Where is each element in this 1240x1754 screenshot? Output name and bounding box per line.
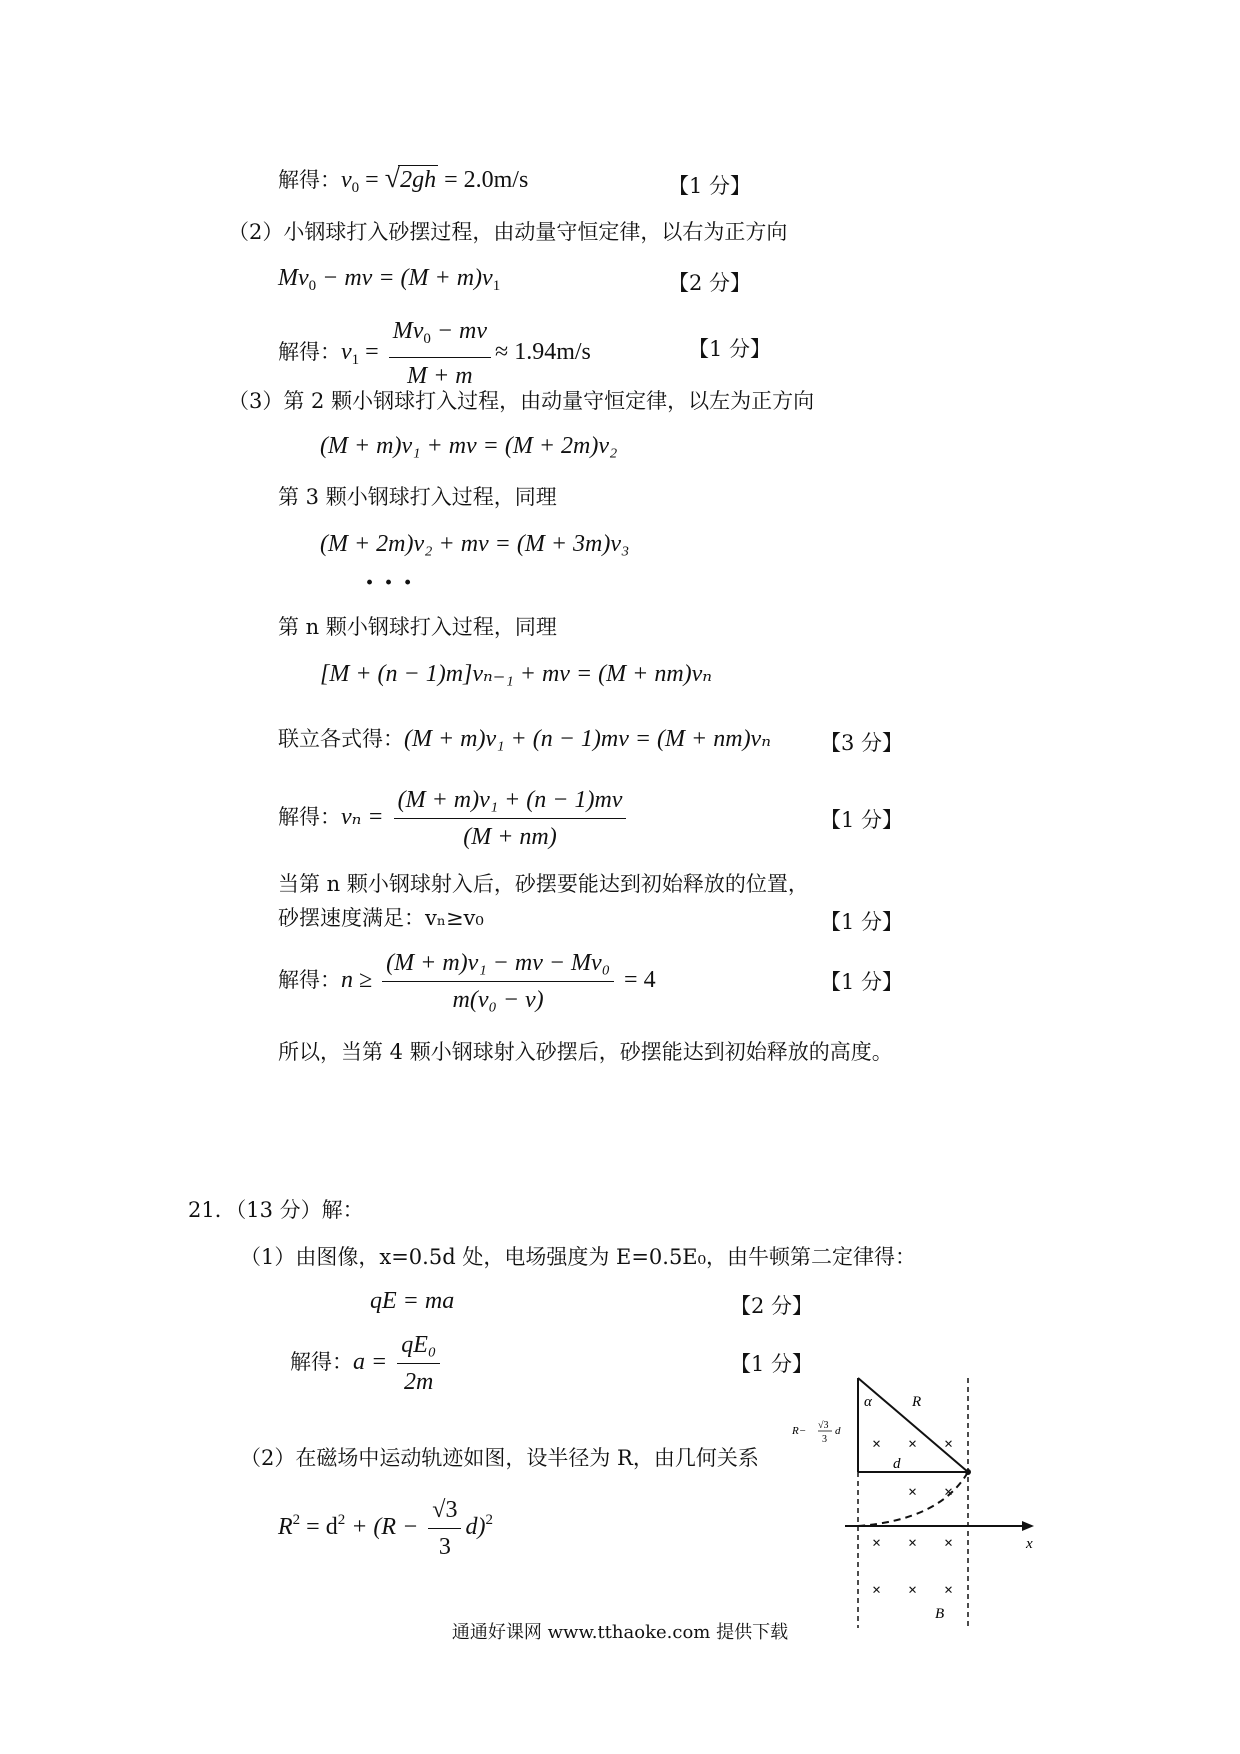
term: − mv = (M + m)v xyxy=(316,265,493,291)
triangle-hypotenuse xyxy=(858,1378,968,1472)
part3-heading: （3）第 2 颗小钢球打入过程，由动量守恒定律，以左为正方向 xyxy=(228,389,815,413)
field-label-B: B xyxy=(935,1606,945,1622)
x-axis-label: x xyxy=(1026,1536,1033,1552)
result: = 4 xyxy=(618,967,656,994)
denominator: 2m xyxy=(404,1369,434,1395)
exit-point xyxy=(965,1469,971,1475)
newton-equation: qE = ma xyxy=(370,1288,455,1314)
result: = 2.0m/s xyxy=(438,167,529,193)
side-label: R− xyxy=(792,1425,807,1437)
lhs: vₙ = xyxy=(341,804,390,831)
score-badge: 【1 分】 xyxy=(820,808,904,832)
numerator: (M + m)v₁ + (n − 1)mv xyxy=(394,785,627,819)
solve-line-v1 xyxy=(278,316,591,391)
term: Mv xyxy=(278,265,309,291)
var-v: v xyxy=(341,167,352,193)
solve-label: 解得： xyxy=(278,168,341,192)
numerator: qE₀ xyxy=(397,1330,440,1364)
solve-label: 解得： xyxy=(278,340,341,365)
side-label-d: d xyxy=(835,1425,841,1437)
side-label-numerator: √3 xyxy=(818,1420,829,1431)
var-v: v xyxy=(341,339,352,366)
solve-line-vn xyxy=(278,785,630,852)
numerator: − mv xyxy=(430,318,488,344)
magnetic-field-diagram xyxy=(790,1370,1050,1640)
part2-heading: （2）小钢球打入砂摆过程，由动量守恒定律，以右为正方向 xyxy=(228,220,788,244)
term: d) xyxy=(465,1514,486,1540)
score-badge: 【1 分】 xyxy=(820,910,904,934)
lhs: a = xyxy=(353,1349,394,1376)
score-badge: 【1 分】 xyxy=(668,174,752,198)
q21-heading: 21．（13 分）解： xyxy=(188,1198,364,1222)
conclusion: 所以，当第 4 颗小钢球射入砂摆后，砂摆能达到初始释放的高度。 xyxy=(278,1040,893,1064)
subscript: 0 xyxy=(308,278,317,294)
sqrt-icon: √ xyxy=(384,163,401,194)
solve-label: 解得： xyxy=(290,1350,353,1375)
field-cross-icon: × xyxy=(908,1436,918,1453)
geometry-equation xyxy=(278,1490,493,1562)
solve-label: 解得： xyxy=(278,805,341,830)
field-cross-icon: × xyxy=(944,1436,954,1453)
field-cross-icon: × xyxy=(872,1535,882,1552)
q21-part2: （2）在磁场中运动轨迹如图，设半径为 R，由几何关系 xyxy=(240,1446,759,1470)
momentum-equation-n: [M + (n − 1)m]vₙ₋₁ + mv = (M + nm)vₙ xyxy=(320,661,713,687)
solve-line-a xyxy=(290,1330,444,1397)
page-footer: 通通好课网 www.tthaoke.com 提供下载 xyxy=(451,1622,789,1643)
denominator: 3 xyxy=(438,1533,451,1560)
solve-line-n xyxy=(278,948,656,1015)
equals: = xyxy=(359,167,385,193)
field-cross-icon: × xyxy=(872,1582,882,1599)
angle-label: α xyxy=(864,1394,872,1410)
denominator: M + m xyxy=(407,363,473,389)
distance-label: d xyxy=(893,1456,901,1472)
score-badge: 【1 分】 xyxy=(688,337,772,361)
part3-line-3: 第 3 颗小钢球打入过程，同理 xyxy=(278,485,557,509)
radicand: 2gh xyxy=(400,167,437,193)
radius-label: R xyxy=(912,1394,922,1410)
term: = d xyxy=(300,1514,338,1540)
x-axis-arrow-icon xyxy=(1022,1521,1034,1531)
field-cross-icon: × xyxy=(908,1484,918,1501)
momentum-equation-3: (M + 2m)v₂ + mv = (M + 3m)v₃ xyxy=(320,531,630,557)
field-cross-icon: × xyxy=(944,1582,954,1599)
numerator: √3 xyxy=(428,1495,461,1529)
superscript: 2 xyxy=(337,1512,346,1528)
field-cross-icon: × xyxy=(944,1484,954,1501)
numerator: Mv xyxy=(392,318,424,344)
term: + (R − xyxy=(345,1514,425,1540)
fraction xyxy=(428,1495,461,1562)
combined-equation: (M + m)v₁ + (n − 1)mv = (M + nm)vₙ xyxy=(404,726,771,752)
field-cross-icon: × xyxy=(872,1436,882,1453)
field-cross-icon: × xyxy=(944,1535,954,1552)
fraction xyxy=(397,1330,440,1397)
fraction xyxy=(382,948,614,1015)
momentum-equation-1 xyxy=(278,264,500,300)
lhs: n ≥ xyxy=(341,967,379,994)
fraction xyxy=(389,316,491,391)
solve-label: 解得： xyxy=(278,968,341,993)
solve-line-v0 xyxy=(278,165,528,202)
field-cross-icon: × xyxy=(908,1582,918,1599)
score-badge: 【2 分】 xyxy=(730,1294,814,1318)
side-label-denominator: 3 xyxy=(822,1434,827,1445)
score-badge: 【2 分】 xyxy=(668,271,752,295)
subscript: 1 xyxy=(351,352,360,369)
score-badge: 【3 分】 xyxy=(820,731,904,755)
score-badge: 【1 分】 xyxy=(820,970,904,994)
combine-line xyxy=(278,725,771,753)
combine-label: 联立各式得： xyxy=(278,727,404,751)
result: ≈ 1.94m/s xyxy=(495,339,591,366)
fraction xyxy=(394,785,627,852)
denominator: (M + nm) xyxy=(463,824,557,850)
condition-line-1: 当第 n 颗小钢球射入后，砂摆要能达到初始释放的位置， xyxy=(278,872,809,896)
part3-line-n: 第 n 颗小钢球打入过程，同理 xyxy=(278,615,557,639)
superscript: 2 xyxy=(485,1512,493,1528)
subscript: 0 xyxy=(423,331,431,347)
subscript: 0 xyxy=(351,180,360,196)
numerator: (M + m)v₁ − mv − Mv₀ xyxy=(382,948,614,982)
equals: = xyxy=(359,339,385,366)
score-badge: 【1 分】 xyxy=(730,1352,814,1376)
field-cross-icon: × xyxy=(908,1535,918,1552)
subscript: 1 xyxy=(492,278,501,294)
term: R xyxy=(278,1514,293,1540)
superscript: 2 xyxy=(292,1512,301,1528)
condition-line-2: 砂摆速度满足：vₙ≥v₀ xyxy=(278,906,484,930)
denominator: m(v₀ − v) xyxy=(452,987,544,1013)
ellipsis: ··· xyxy=(365,568,423,598)
q21-part1: （1）由图像，x=0.5d 处，电场强度为 E=0.5E₀，由牛顿第二定律得： xyxy=(240,1245,917,1269)
momentum-equation-2: (M + m)v₁ + mv = (M + 2m)v₂ xyxy=(320,433,618,459)
